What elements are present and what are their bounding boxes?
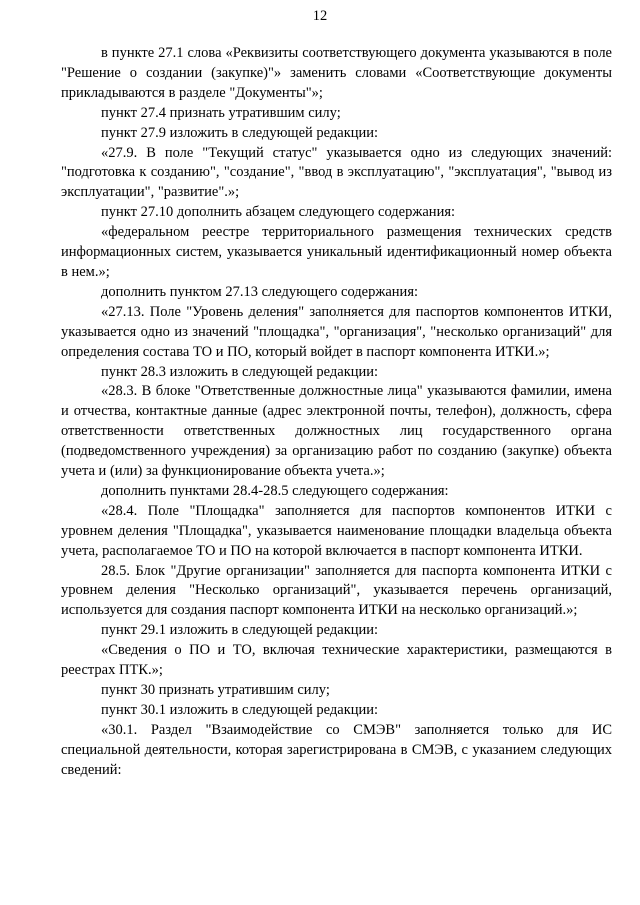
paragraph: «федеральном реестре территориального размещения технических средств информационных систем, указывается уникальный идентификационный номер объекта в нем.»; — [61, 224, 612, 280]
page-number: 12 — [312, 8, 328, 24]
paragraph: «Сведения о ПО и ТО, включая технические характеристики, размещаются в реестрах ПТК.»; — [61, 642, 612, 679]
paragraph: дополнить пунктом 27.13 следующего содержания: — [101, 283, 419, 300]
paragraph: пункт 27.10 дополнить абзацем следующего содержания: — [101, 204, 456, 221]
paragraph: «28.4. Поле "Площадка" заполняется для паспортов компонентов ИТКИ с уровнем деления "Площадка", указывается наименование площадки владельца объекта учета, располагаемое ТО и ПО на которой включается в паспорт компонента ИТКИ. — [61, 502, 612, 559]
paragraph: «27.9. В поле "Текущий статус" указывается одно из следующих значений: "подготовка к созданию", "создание", "ввод в эксплуатацию", "эксплуатация", "вывод из эксплуатации", "развитие".»; — [61, 144, 612, 201]
paragraph: «30.1. Раздел "Взаимодействие со СМЭВ" заполняется только для ИС специальной деятельности, которая зарегистрирована в СМЭВ, с указанием следующих сведений: — [61, 721, 612, 778]
paragraph: 28.5. Блок "Другие организации" заполняется для паспорта компонента ИТКИ с уровнем деления "Несколько организаций", указывается перечень организаций, используется для создания паспорт компонента ИТКИ на несколько организаций.»; — [61, 562, 612, 619]
paragraph: «27.13. Поле "Уровень деления" заполняется для паспортов компонентов ИТКИ, указывается одно из значений "площадка", "организация", "несколько организаций" для определения состава ТО и ПО, который войдет в паспорт компонента ИТКИ.»; — [61, 303, 612, 360]
paragraph: пункт 27.9 изложить в следующей редакции: — [101, 124, 379, 141]
paragraph: пункт 29.1 изложить в следующей редакции: — [101, 622, 379, 639]
paragraph: в пункте 27.1 слова «Реквизиты соответствующего документа указываются в поле "Решение о создании (закупке)"» заменить словами «Соответствующие документы прикладываются в разделе "Документы"»; — [61, 45, 612, 101]
paragraph: пункт 30 признать утратившим силу; — [101, 682, 330, 698]
paragraph: пункт 30.1 изложить в следующей редакции: — [101, 701, 379, 718]
document-body — [61, 44, 612, 781]
paragraph: «28.3. В блоке "Ответственные должностные лица" указываются фамилии, имена и отчества, контактные данные (адрес электронной почты, телефон), должность, сфера ответственности ответственных должностных лиц государственного органа (подведомственного учреждения) за организацию работ по созданию (закупке) объекта учета и (или) за функционирование объекта учета.»; — [61, 383, 612, 480]
paragraph: дополнить пунктами 28.4-28.5 следующего содержания: — [101, 482, 449, 499]
paragraph: пункт 27.4 признать утратившим силу; — [101, 104, 341, 121]
paragraph: пункт 28.3 изложить в следующей редакции: — [101, 363, 379, 380]
